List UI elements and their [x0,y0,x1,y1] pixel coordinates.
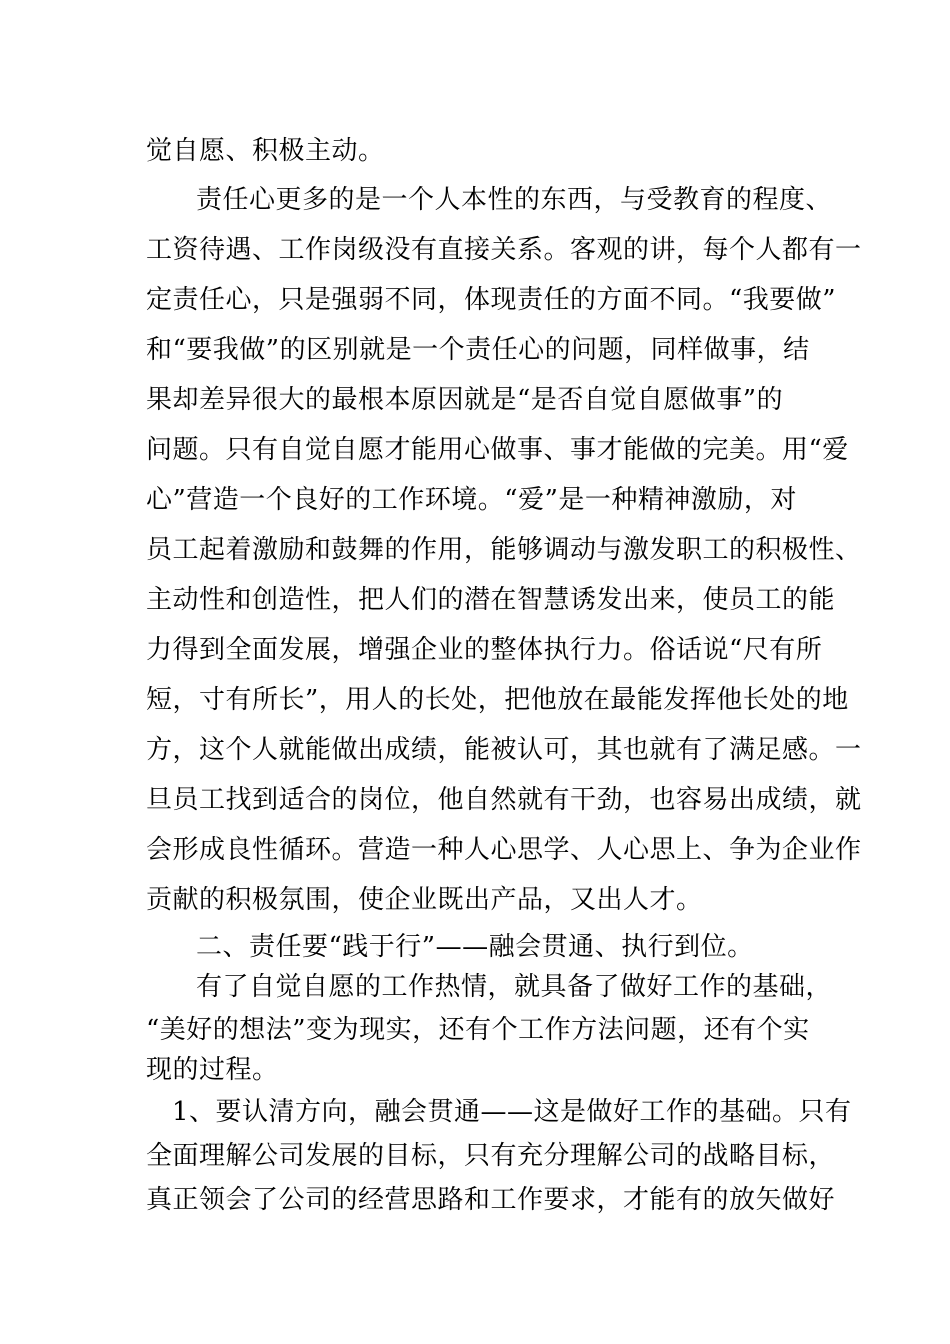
text-line: 觉自愿、积极主动。 [146,136,385,166]
paragraph-start-line: 责任心更多的是一个人本性的东西，与受教育的程度、 [196,185,833,215]
text-line: 和“要我做”的区别就是一个责任心的问题，同样做事，结 [146,335,810,365]
text-line: 短，寸有所长”，用人的长处，把他放在最能发挥他长处的地 [146,685,849,715]
paragraph-start-line: 有了自觉自愿的工作热情，就具备了做好工作的基础， [196,972,833,1002]
text-line: 心”营造一个良好的工作环境。“爱”是一种精神激励，对 [146,485,797,515]
text-line: 工资待遇、工作岗级没有直接关系。客观的讲，每个人都有一 [146,235,862,265]
text-line: 会形成良性循环。营造一种人心思学、人心思上、争为企业作 [146,835,862,865]
text-line: 问题。只有自觉自愿才能用心做事、事才能做的完美。用“爱 [146,435,849,465]
text-line: 贡献的积极氛围，使企业既出产品，又出人才。 [146,885,703,915]
text-line: 力得到全面发展，增强企业的整体执行力。俗话说“尺有所 [146,635,823,665]
text-line: 定责任心，只是强弱不同，体现责任的方面不同。“我要做” [146,285,837,315]
text-line: 员工起着激励和鼓舞的作用，能够调动与激发职工的积极性、 [146,535,862,565]
text-line: 主动性和创造性，把人们的潜在智慧诱发出来，使员工的能 [146,585,836,615]
text-line: “美好的想法”变为现实，还有个工作方法问题，还有个实 [146,1015,810,1045]
text-line: 现的过程。 [146,1055,279,1085]
text-line: 果却差异很大的最根本原因就是“是否自觉自愿做事”的 [146,385,784,415]
text-line: 旦员工找到适合的岗位，他自然就有干劲，也容易出成绩，就 [146,785,862,815]
text-line: 方，这个人就能做出成绩，能被认可，其也就有了满足感。一 [146,735,862,765]
text-line: 真正领会了公司的经营思路和工作要求，才能有的放矢做好 [146,1185,836,1215]
section-heading: 二、责任要“践于行”——融会贯通、执行到位。 [196,932,754,962]
text-line: 全面理解公司发展的目标，只有充分理解公司的战略目标， [146,1141,836,1171]
subsection-heading-line: 1、要认清方向，融会贯通——这是做好工作的基础。只有 [172,1097,852,1127]
